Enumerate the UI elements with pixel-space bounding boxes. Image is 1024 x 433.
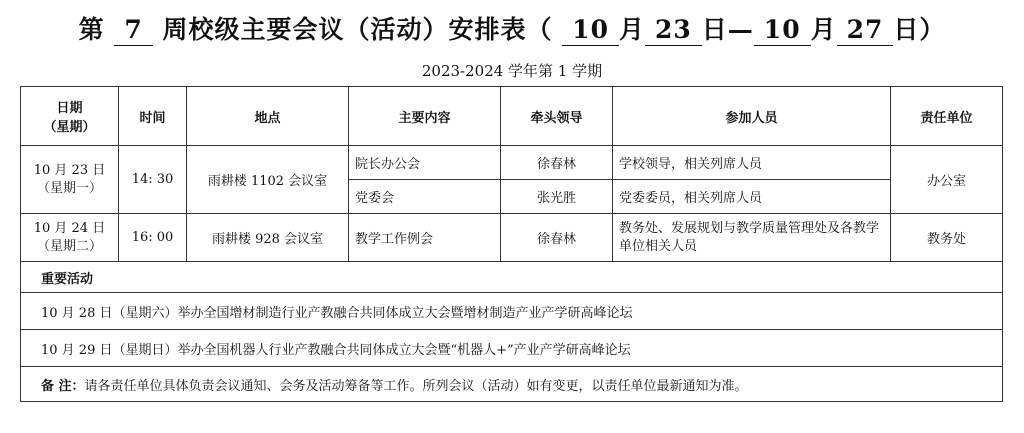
meeting-leader: 徐春林	[501, 214, 613, 262]
meeting-weekday: （星期二）	[36, 238, 102, 254]
activity-item: 10 月 28 日（星期六）举办全国增材制造行业产教融合共同体成立大会暨增材制造产业产学研高峰论坛	[21, 293, 1003, 330]
table-row	[21, 146, 1003, 180]
header-content: 主要内容	[349, 87, 501, 146]
title-main: 周校级主要会议（活动）安排表（	[162, 15, 553, 44]
header-unit: 责任单位	[891, 87, 1003, 146]
meeting-time: 16: 00	[119, 214, 187, 262]
note-row	[21, 367, 1003, 402]
start-month: 10	[562, 15, 619, 46]
semester-subtitle: 2023-2024 学年第 1 学期	[421, 62, 603, 80]
meeting-date-cell	[21, 214, 119, 262]
header-leader: 牵头领导	[501, 87, 613, 146]
meeting-unit: 教务处	[891, 214, 1003, 262]
header-row	[21, 87, 1003, 146]
note-text: 请各责任单位具体负责会议通知、会务及活动筹备等工作。所列会议（活动）如有变更，以责任单位最新通知为准。	[84, 378, 748, 394]
end-day: 27	[837, 15, 894, 46]
activity-row	[21, 330, 1003, 367]
title-day-char-2: 日）	[893, 15, 946, 44]
activity-row	[21, 293, 1003, 330]
meeting-time: 14: 30	[119, 146, 187, 214]
meeting-leader: 徐春林	[501, 146, 613, 180]
meeting-content: 院长办公会	[349, 146, 501, 180]
title-prefix: 第	[78, 15, 105, 44]
meeting-date-cell	[21, 146, 119, 214]
meeting-place: 雨耕楼 928 会议室	[187, 214, 349, 262]
header-date-line1: 日期	[56, 101, 83, 116]
meeting-date: 10 月 23 日	[33, 162, 106, 178]
header-date-line2: （星期）	[43, 120, 96, 135]
meeting-weekday: （星期一）	[36, 180, 102, 196]
meeting-attendees: 教务处、发展规划与教学质量管理处及各教学单位相关人员	[613, 214, 891, 262]
table-row	[21, 214, 1003, 262]
title-month-char-2: 月	[810, 15, 837, 44]
meeting-content: 党委会	[349, 180, 501, 214]
activities-title: 重要活动	[21, 262, 1003, 293]
meeting-date: 10 月 24 日	[33, 220, 106, 236]
schedule-table	[20, 86, 1003, 402]
meeting-place: 雨耕楼 1102 会议室	[187, 146, 349, 214]
meeting-attendees: 学校领导，相关列席人员	[613, 146, 891, 180]
activity-item: 10 月 29 日（星期日）举办全国机器人行业产教融合共同体成立大会暨“机器人+”产业产学研高峰论坛	[21, 330, 1003, 367]
title-month-char-1: 月	[618, 15, 645, 44]
header-date	[21, 87, 119, 146]
title-day-char-1: 日—	[701, 15, 754, 44]
meeting-content: 教学工作例会	[349, 214, 501, 262]
meeting-leader: 张光胜	[501, 180, 613, 214]
meeting-attendees: 党委委员，相关列席人员	[613, 180, 891, 214]
end-month: 10	[754, 15, 811, 46]
page-title	[0, 10, 1024, 46]
week-number: 7	[114, 15, 152, 46]
start-day: 23	[645, 15, 702, 46]
activities-header-row	[21, 262, 1003, 293]
note-cell	[21, 367, 1003, 402]
header-time: 时间	[119, 87, 187, 146]
meeting-unit: 办公室	[891, 146, 1003, 214]
note-label: 备 注：	[41, 378, 85, 394]
header-attendees: 参加人员	[613, 87, 891, 146]
header-place: 地点	[187, 87, 349, 146]
